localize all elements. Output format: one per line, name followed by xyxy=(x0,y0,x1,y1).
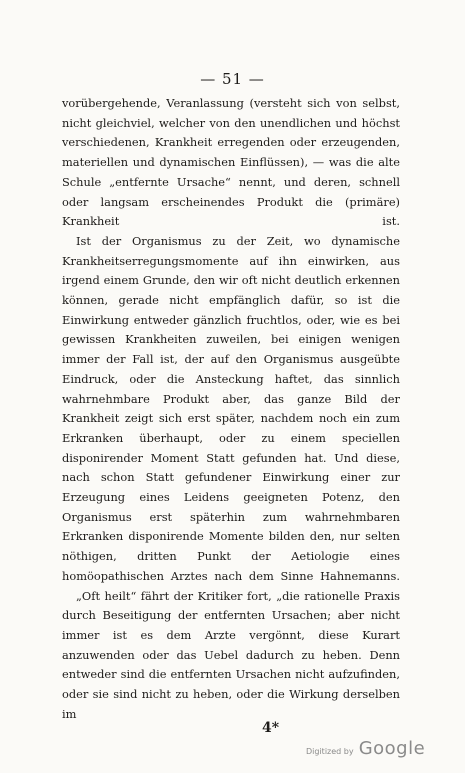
paragraph-1: vorübergehende, Veranlassung (versteht sich von selbst, nicht gleichviel, welcher von den unendlichen und höchst verschiedenen, Krankheit erregenden oder erzeugenden, materiellen und dynamischen Einflüssen), — was die alte Schule „entfernte Ursache“ nennt, und deren, schnell oder langsam erscheinendes Produkt die (primäre) Krankheit ist. xyxy=(62,96,400,229)
google-logo: Google xyxy=(358,738,426,759)
digitized-watermark xyxy=(306,738,425,759)
body-text xyxy=(62,94,400,725)
signature-mark: 4* xyxy=(262,720,280,736)
paragraph-3: „Oft heilt“ fährt der Kritiker fort, „die rationelle Praxis durch Beseitigung der entfernten Ursachen; aber nicht immer ist es dem Arzte vergönnt, diese Kurart anzuwenden oder das Uebel dadurch zu heben. Denn entweder sind die entfernten Ursachen nicht aufzufinden, oder sie sind nicht zu heben, oder die Wirkung derselben im xyxy=(62,588,400,721)
watermark-prefix: Digitized by xyxy=(306,747,354,756)
paragraph-2: Ist der Organismus zu der Zeit, wo dynamische Krankheitserregungsmomente auf ihn einwirken, aus irgend einem Grunde, den wir oft nicht deutlich erkennen können, gerade nicht empfänglich dafür, so ist die Einwirkung entweder gänzlich fruchtlos, oder, wie es bei gewissen Krankheiten zuweilen, bei einigen wenigen immer der Fall ist, der auf den Organismus ausgeübte Eindruck, oder die Ansteckung haftet, das sinnlich wahrnehmbare Produkt aber, das ganze Bild der Krankheit zeigt sich erst später, nachdem noch ein zum Erkranken überhaupt, oder zu einem speciellen disponirender Moment Statt gefunden hat. Und diese, nach schon Statt gefundener Einwirkung einer zur Erzeugung eines Leidens geeigneten Potenz, den Organismus erst späterhin zum wahrnehmbaren Erkranken disponirende Momente bilden den, nur selten nöthigen, dritten Punkt der Aetiologie eines homöopathischen Arztes nach dem Sinne Hahnemanns. xyxy=(62,233,400,583)
page-number: — 51 — xyxy=(200,70,265,88)
